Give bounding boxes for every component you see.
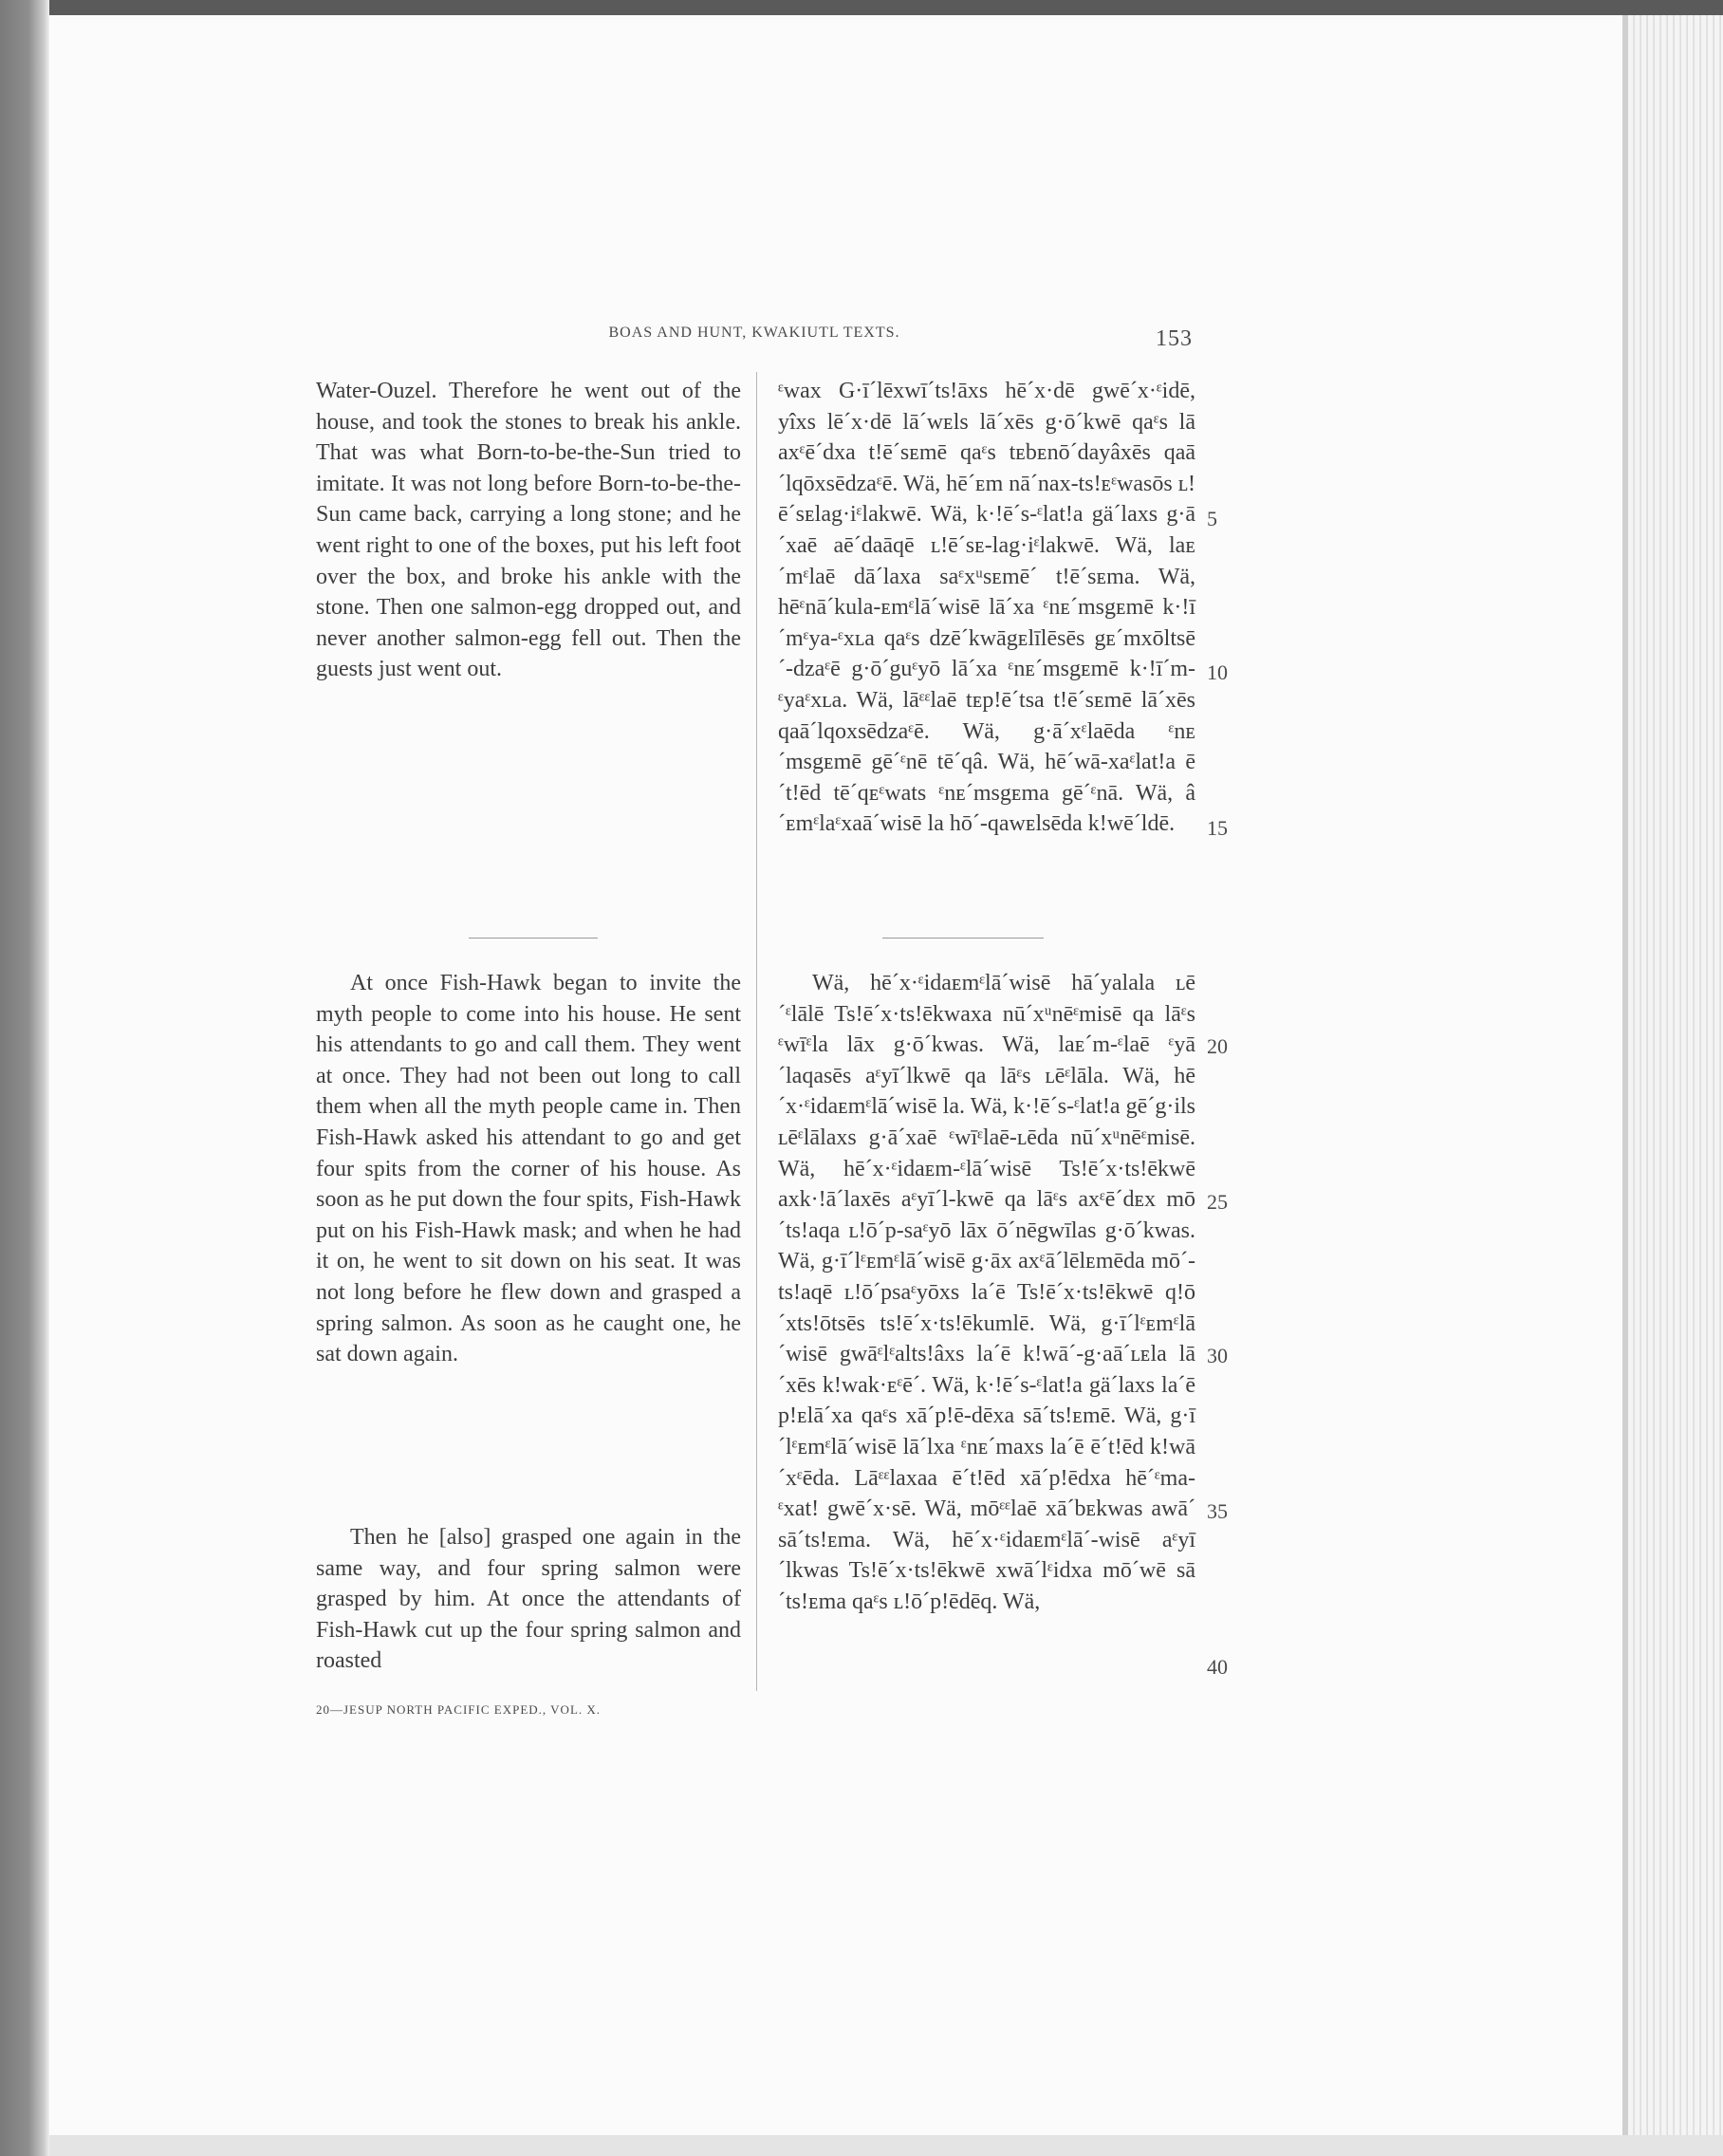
line-number: 30 [1207, 1344, 1228, 1367]
page-stack-edge [1628, 15, 1723, 2156]
book-gutter [0, 0, 49, 2156]
line-number: 10 [1207, 660, 1228, 684]
english-paragraph-1 [316, 376, 741, 685]
signature-footer: 20—JESUP NORTH PACIFIC EXPED., VOL. X. [316, 1702, 602, 1717]
line-number: 35 [1207, 1499, 1228, 1523]
line-number: 15 [1207, 816, 1228, 840]
running-header: BOAS AND HUNT, KWAKIUTL TEXTS. [608, 325, 900, 341]
english-text-3: Then he [also] grasped one again in the same way, and four spring salmon were grasped by him. At once the attendants of Fish-Hawk cut up the four spring salmon and roasted [316, 1525, 741, 1674]
english-text-1: Water-Ouzel. Therefore he went out of the house, and took the stones to break his ankle. That was what Born-to-be-the-Sun tried to imitate. It was not long before Born-to-be-the-Sun came back, carrying a long stone; and he went right to one of the boxes, put his left foot over the box, and broke his ankle with the stone. Then one salmon-egg dropped out, and never another salmon-egg fell out. Then the guests just went out. [316, 379, 741, 682]
page-bottom-shadow [49, 2135, 1723, 2156]
line-number: 40 [1207, 1655, 1228, 1679]
page-number: 153 [1156, 326, 1193, 351]
english-paragraph-2 [316, 968, 741, 1370]
kwakiutl-text-1: ᵋwax G·ī´lēxwī´ts!āxs hē´x·dē gwē´x·ᵋidē, yîxs lē´x·dē lā´wᴇls lā´xēs g·ō´kwē qaᵋs lā axᵋē´dxa t!ē´sᴇmē qaᵋs tᴇbᴇnō´dayâxēs qaā´lqōxsēdzaᵋē. Wä, hē´ᴇm nā´nax-ts!ᴇᵋwasōs ʟ!ē´sᴇlag·iᵋlakwē. Wä, k·!ē´s-ᵋlat!a gä´laxs g·ā´xaē aē´daāqē ʟ!ē´sᴇ-lag·iᵋlakwē. Wä, laᴇ´mᵋlaē dā´laxa saᵋxᵘsᴇmē´ t!ē´sᴇma. Wä, hēᵋnā´kula-ᴇmᵋlā´wisē lā´xa ᵋnᴇ´msgᴇmē k·!ī´mᵋya-ᵋxʟa qaᵋs dzē´kwāgᴇlīlēsēs gᴇ´mxōltsē´-dzaᵋē g·ō´guᵋyō lā´xa ᵋnᴇ´msgᴇmē k·!ī´m-ᵋyaᵋxʟa. Wä, lāᵋᵋlaē tᴇp!ē´tsa t!ē´sᴇmē lā´xēs qaā´lqoxsēdzaᵋē. Wä, g·ā´xᵋlaēda ᵋnᴇ´msgᴇmē gē´ᵋnē tē´qâ. Wä, hē´wā-xaᵋlat!a ē´t!ēd tē´qᴇᵋwats ᵋnᴇ´msgᴇma gē´ᵋnā. Wä, â´ᴇmᵋlaᵋxaā´wisē la hō´-qawᴇlsēda k!wē´ldē. [778, 379, 1195, 837]
section-divider-right [882, 938, 1044, 939]
kwakiutl-text-2: Wä, hē´x·ᵋidaᴇmᵋlā´wisē hā´yalala ʟē´ᵋlālē Ts!ē´x·ts!ēkwaxa nū´xᵘnēᵋmisē qa lāᵋs ᵋwīᵋla lāx g·ō´kwas. Wä, laᴇ´m-ᵋlaē ᵋyā´laqasēs aᵋyī´lkwē qa lāᵋs ʟēᵋlāla. Wä, hē´x·ᵋidaᴇmᵋlā´wisē la. Wä, k·!ē´s-ᵋlat!a gē´g·ils ʟēᵋlālaxs g·ā´xaē ᵋwīᵋlaē-ʟēda nū´xᵘnēᵋmisē. Wä, hē´x·ᵋidaᴇm-ᵋlā´wisē Ts!ē´x·ts!ēkwē axk·!ā´laxēs aᵋyī´l-kwē qa lāᵋs axᵋē´dᴇx mō´ts!aqa ʟ!ō´p-saᵋyō lāx ō´nēgwīlas g·ō´kwas. Wä, g·ī´lᵋᴇmᵋlā´wisē g·āx axᵋā´lēlᴇmēda mō´-ts!aqē ʟ!ō´psaᵋyōxs la´ē Ts!ē´x·ts!ēkwē q!ō´xts!ōtsēs ts!ē´x·ts!ēkumlē. Wä, g·ī´lᵋᴇmᵋlā´wisē gwāᵋlᵋalts!âxs la´ē k!wā´-g·aā´ʟᴇla lā´xēs k!wak·ᴇᵋē´. Wä, k·!ē´s-ᵋlat!a gä´laxs la´ē p!ᴇlā´xa qaᵋs xā´p!ē-dēxa sā´ts!ᴇmē. Wä, g·ī´lᵋᴇmᵋlā´wisē lā´lxa ᵋnᴇ´maxs la´ē ē´t!ēd k!wā´xᵋēda. Lāᵋᵋlaxaa ē´t!ēd xā´p!ēdxa hē´ᵋma-ᵋxat! gwē´x·sē. Wä, mōᵋᵋlaē xā´bᴇkwas awā´ sā´ts!ᴇma. Wä, hē´x·ᵋidaᴇmᵋlā´-wisē aᵋyī´lkwas Ts!ē´x·ts!ēkwē xwā´lᵋidxa mō´wē sā´ts!ᴇma qaᵋs ʟ!ō´p!ēdēq. Wä, [778, 971, 1195, 1614]
english-paragraph-3 [316, 1522, 741, 1677]
kwakiutl-paragraph-1 [778, 376, 1195, 840]
line-number: 20 [1207, 1034, 1228, 1058]
line-number: 5 [1207, 507, 1217, 530]
section-divider-left [469, 938, 598, 939]
scan-border-top [0, 0, 1723, 15]
kwakiutl-paragraph-2 [778, 968, 1195, 1617]
line-number: 25 [1207, 1190, 1228, 1214]
english-text-2: At once Fish-Hawk began to invite the myth people to come into his house. He sent his attendants to go and call them. They went at once. They had not been out long to call them when all the myth people came in. Then Fish-Hawk asked his attendant to go and get four spits from the corner of his house. As soon as he put down the four spits, Fish-Hawk put on his Fish-Hawk mask; and when he had it on, he went to sit down on his seat. It was not long before he flew down and grasped a spring salmon. As soon as he caught one, he sat down again. [316, 971, 741, 1367]
column-rule [756, 372, 757, 1691]
